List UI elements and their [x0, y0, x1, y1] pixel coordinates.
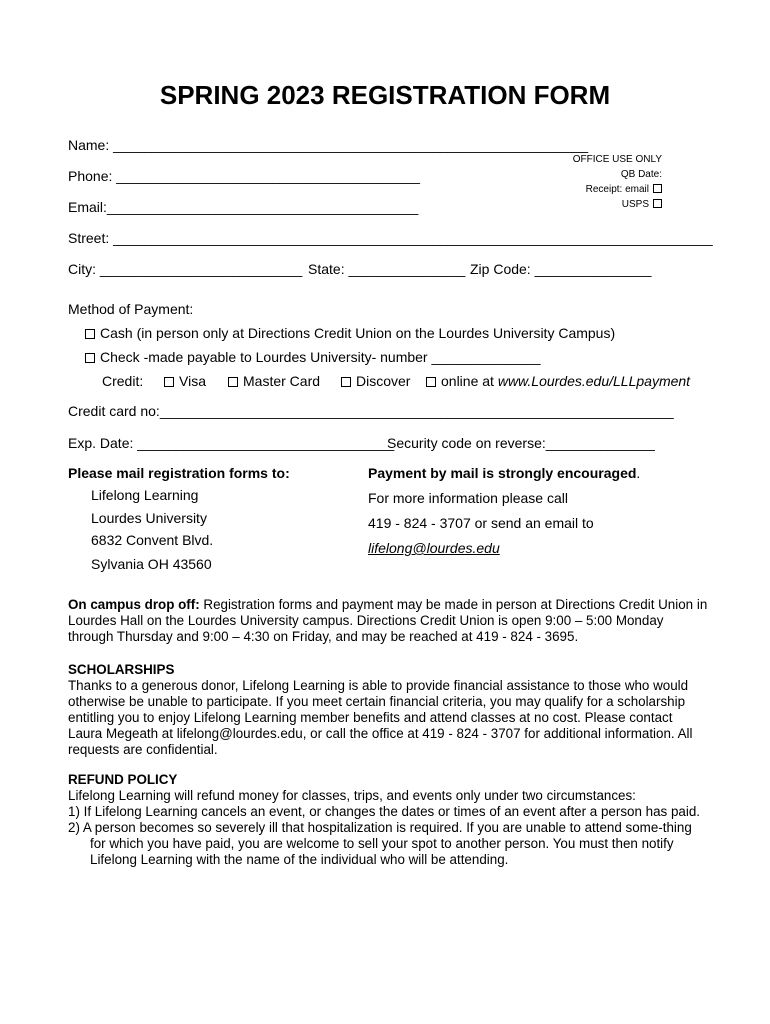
mastercard-checkbox[interactable]	[228, 377, 238, 387]
payment-heading: Method of Payment:	[68, 301, 194, 317]
check-label: Check -made payable to Lourdes University- number ______________	[100, 349, 541, 365]
city-field[interactable]: City: __________________________	[68, 261, 303, 277]
dropoff-paragraph	[68, 597, 708, 645]
discover-option[interactable]	[341, 373, 410, 389]
dropoff-label: On campus drop off:	[68, 597, 200, 612]
state-field[interactable]: State: _______________	[308, 261, 466, 277]
dropoff-text: Registration forms and payment may be made in person at Directions Credit Union in Lourdes Hall on the Lourdes University campus. Directions Credit Union is open 9:00 – 5:00 Monday through Thursday and 9:00 – 4:30 on Friday, and may be reached at 419 - 824 - 3695.	[68, 597, 708, 644]
receipt-email-checkbox[interactable]	[653, 184, 662, 193]
check-option[interactable]	[85, 349, 541, 365]
discover-label: Discover	[356, 373, 411, 389]
mail-address-line: Sylvania OH 43560	[91, 556, 212, 572]
check-checkbox[interactable]	[85, 353, 95, 363]
visa-option[interactable]	[164, 373, 206, 389]
mail-encouraged-heading: Payment by mail is strongly encouraged.	[368, 465, 641, 481]
mail-address-line: Lourdes University	[91, 510, 207, 526]
contact-email-link[interactable]: lifelong@lourdes.edu	[368, 540, 500, 556]
page-title: SPRING 2023 REGISTRATION FORM	[159, 80, 611, 110]
mastercard-option[interactable]	[228, 373, 320, 389]
info-text: For more information please call	[368, 490, 568, 506]
usps-label: USPS	[621, 199, 649, 210]
online-checkbox[interactable]	[426, 377, 436, 387]
email-field[interactable]: Email:________________________________________	[68, 199, 419, 215]
cash-label: Cash (in person only at Directions Credit Union on the Lourdes University Campus)	[100, 325, 616, 341]
credit-label: Credit:	[102, 373, 144, 389]
contact-phone: 419 - 824 - 3707 or send an email to	[368, 515, 594, 531]
mail-address-line: Lifelong Learning	[91, 487, 199, 503]
cash-option[interactable]	[85, 325, 615, 341]
street-field[interactable]: Street: _____________________________________________________________________________	[68, 230, 713, 246]
mail-heading: Please mail registration forms to:	[68, 465, 290, 481]
exp-date-field[interactable]: Exp. Date: _________________________________	[68, 435, 395, 451]
zip-field[interactable]: Zip Code: _______________	[470, 261, 652, 277]
scholarships-heading: SCHOLARSHIPS	[68, 662, 175, 677]
online-option[interactable]	[426, 373, 690, 389]
refund-item: 1) If Lifelong Learning cancels an event, or changes the dates or times of an event after a person has paid.	[68, 804, 700, 819]
name-field[interactable]: Name: _____________________________________________________________	[68, 137, 589, 153]
scholarships-section	[68, 662, 708, 758]
visa-checkbox[interactable]	[164, 377, 174, 387]
receipt-email-label: Receipt: email	[585, 184, 649, 195]
mail-address-line: 6832 Convent Blvd.	[91, 532, 214, 548]
refund-intro: Lifelong Learning will refund money for classes, trips, and events only under two circumstances:	[68, 788, 636, 803]
phone-field[interactable]: Phone: _______________________________________	[68, 168, 420, 184]
office-use-block	[560, 152, 662, 212]
usps-checkbox[interactable]	[653, 199, 662, 208]
online-label: online at	[441, 373, 498, 389]
visa-label: Visa	[179, 373, 206, 389]
cash-checkbox[interactable]	[85, 329, 95, 339]
refund-heading: REFUND POLICY	[68, 772, 178, 787]
office-use-heading: OFFICE USE ONLY	[572, 154, 662, 165]
discover-checkbox[interactable]	[341, 377, 351, 387]
qb-date-label: QB Date:	[620, 169, 662, 180]
security-code-field[interactable]: Security code on reverse:______________	[387, 435, 655, 451]
online-url: www.Lourdes.edu/LLLpayment	[497, 373, 691, 389]
scholarships-text: Thanks to a generous donor, Lifelong Learning is able to provide financial assistance to those who would otherwise be unable to participate. If you meet certain financial criteria, you may qualify for a scholarship entitling you to enjoy Lifelong Learning member benefits and attend classes at no cost. Please contact Laura Megeath at lifelong@lourdes.edu, or call the office at 419 - 824 - 3707 for additional information. All requests are confidential.	[68, 678, 693, 757]
refund-section	[68, 772, 700, 868]
mastercard-label: Master Card	[243, 373, 321, 389]
credit-card-number-field[interactable]: Credit card no:__________________________________________________________________	[68, 403, 674, 419]
refund-item: 2) A person becomes so severely ill that hospitalization is required. If you are unable to attend some-thing for which you have paid, you are welcome to sell your spot to another person. You must then notify Lifelong Learning with the name of the individual who will be attending.	[68, 820, 692, 867]
